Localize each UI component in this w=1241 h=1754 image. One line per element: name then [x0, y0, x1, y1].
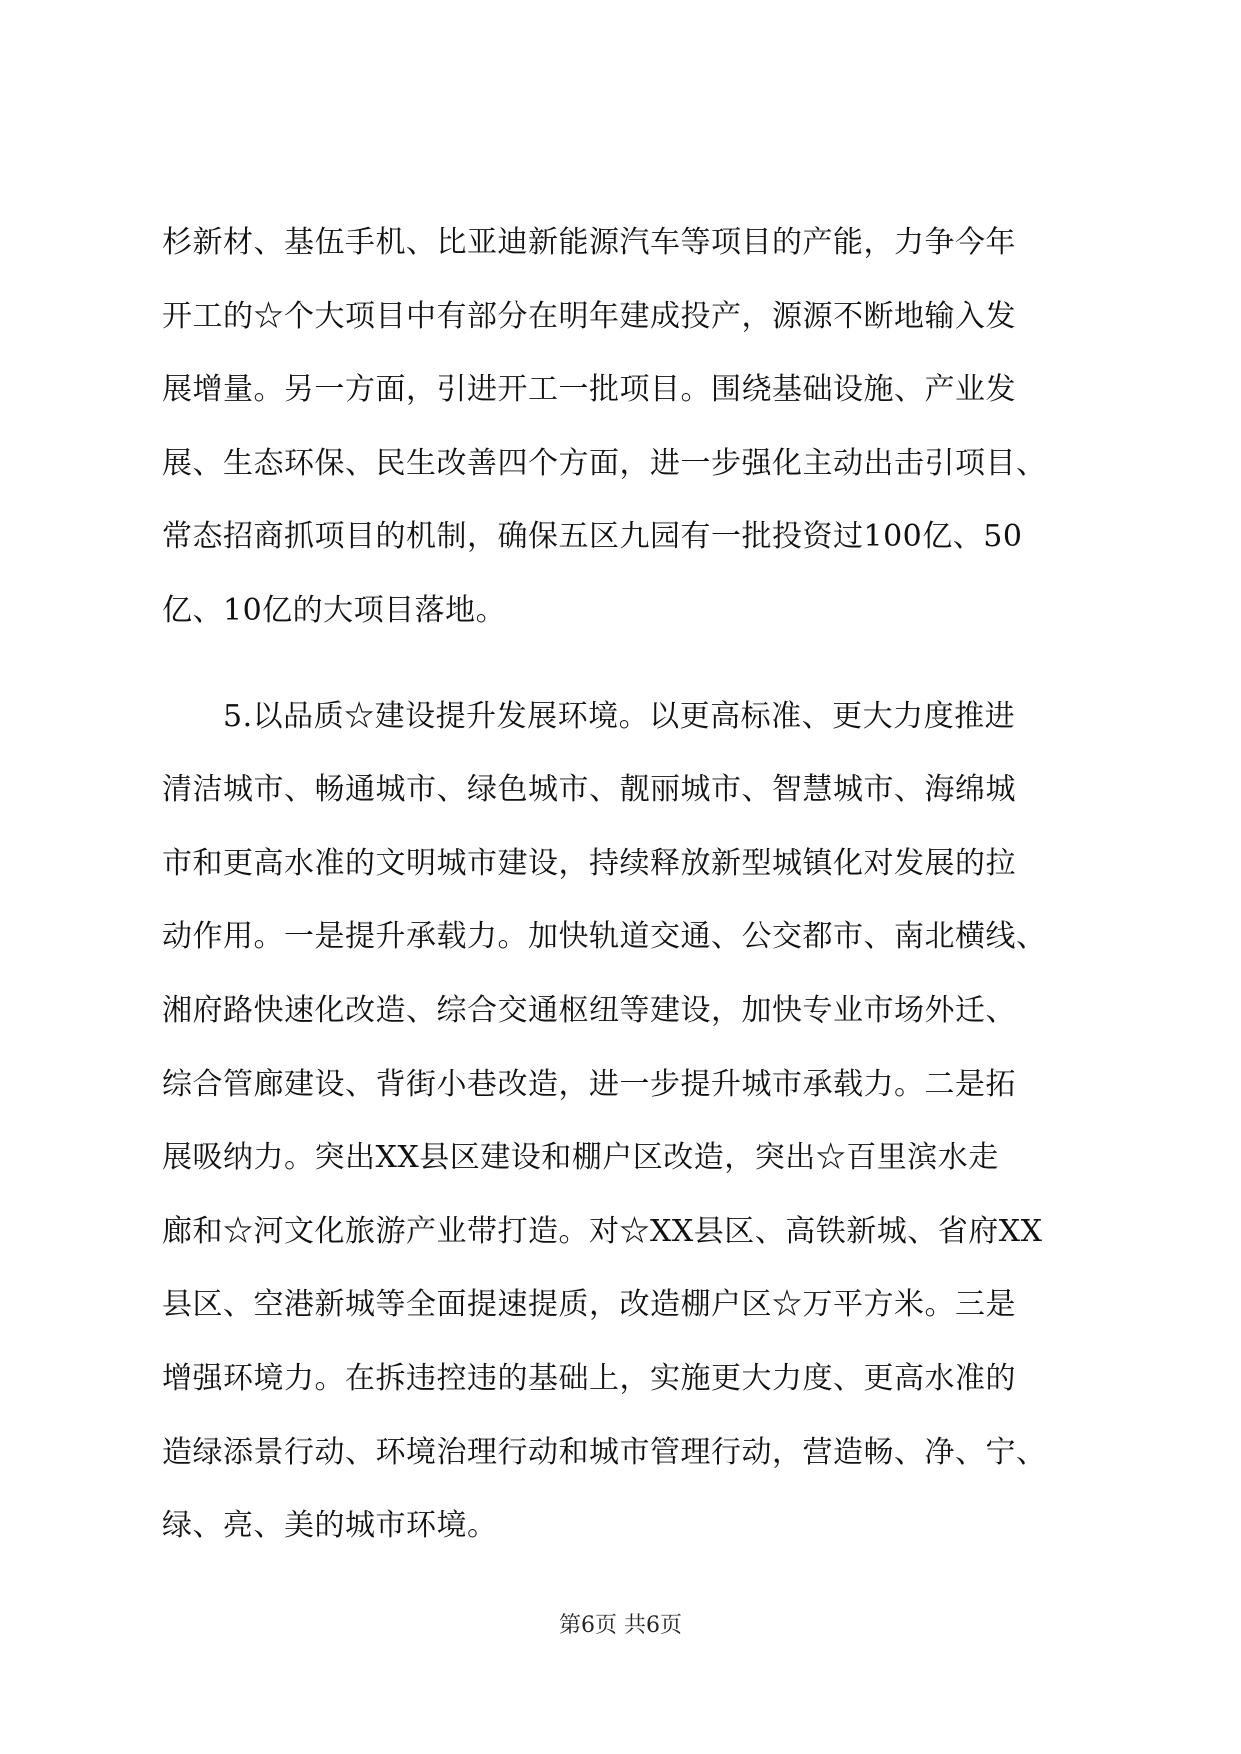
text-line: 展吸纳力。突出XX县区建设和棚户区改造，突出☆百里滨水走: [162, 1140, 999, 1176]
paragraph-1: [162, 206, 1082, 648]
paragraph-spacing: [162, 648, 1082, 680]
text-line: 动作用。一是提升承载力。加快轨道交通、公交都市、南北横线、: [162, 919, 1047, 955]
text-line: 增强环境力。在拆违控违的基础上，实施更大力度、更高水准的: [162, 1360, 1016, 1396]
text-line: 绿、亮、美的城市环境。: [162, 1508, 498, 1544]
text-line: 造绿添景行动、环境治理行动和城市管理行动，营造畅、净、宁、: [162, 1434, 1047, 1470]
text-line: 开工的☆个大项目中有部分在明年建成投产，源源不断地输入发: [162, 298, 1016, 334]
text-line: 县区、空港新城等全面提速提质，改造棚户区☆万平方米。三是: [162, 1287, 1016, 1323]
text-line: 湘府路快速化改造、综合交通枢纽等建设，加快专业市场外迁、: [162, 992, 1016, 1028]
text-line: 常态招商抓项目的机制，确保五区九园有一批投资过100亿、50: [162, 519, 1023, 555]
text-line: 综合管廊建设、背街小巷改造，进一步提升城市承载力。二是拓: [162, 1066, 1016, 1102]
text-line: 展、生态环保、民生改善四个方面，进一步强化主动出击引项目、: [162, 445, 1047, 481]
page-number: 第6页 共6页: [559, 1613, 682, 1638]
paragraph-2: [162, 680, 1082, 1563]
text-line: 5.以品质☆建设提升发展环境。以更高标准、更大力度推进: [162, 698, 1016, 734]
text-line: 清洁城市、畅通城市、绿色城市、靓丽城市、智慧城市、海绵城: [162, 772, 1016, 808]
text-line: 亿、10亿的大项目落地。: [162, 592, 507, 628]
text-line: 展增量。另一方面，引进开工一批项目。围绕基础设施、产业发: [162, 372, 1016, 408]
text-line: 杉新材、基伍手机、比亚迪新能源汽车等项目的产能，力争今年: [162, 225, 1016, 260]
text-line: 市和更高水准的文明城市建设，持续释放新型城镇化对发展的拉: [162, 845, 1016, 881]
text-line: 廊和☆河文化旅游产业带打造。对☆XX县区、高铁新城、省府XX: [162, 1213, 1043, 1249]
document-body: [162, 206, 1082, 1563]
page-footer: [0, 1608, 1241, 1639]
